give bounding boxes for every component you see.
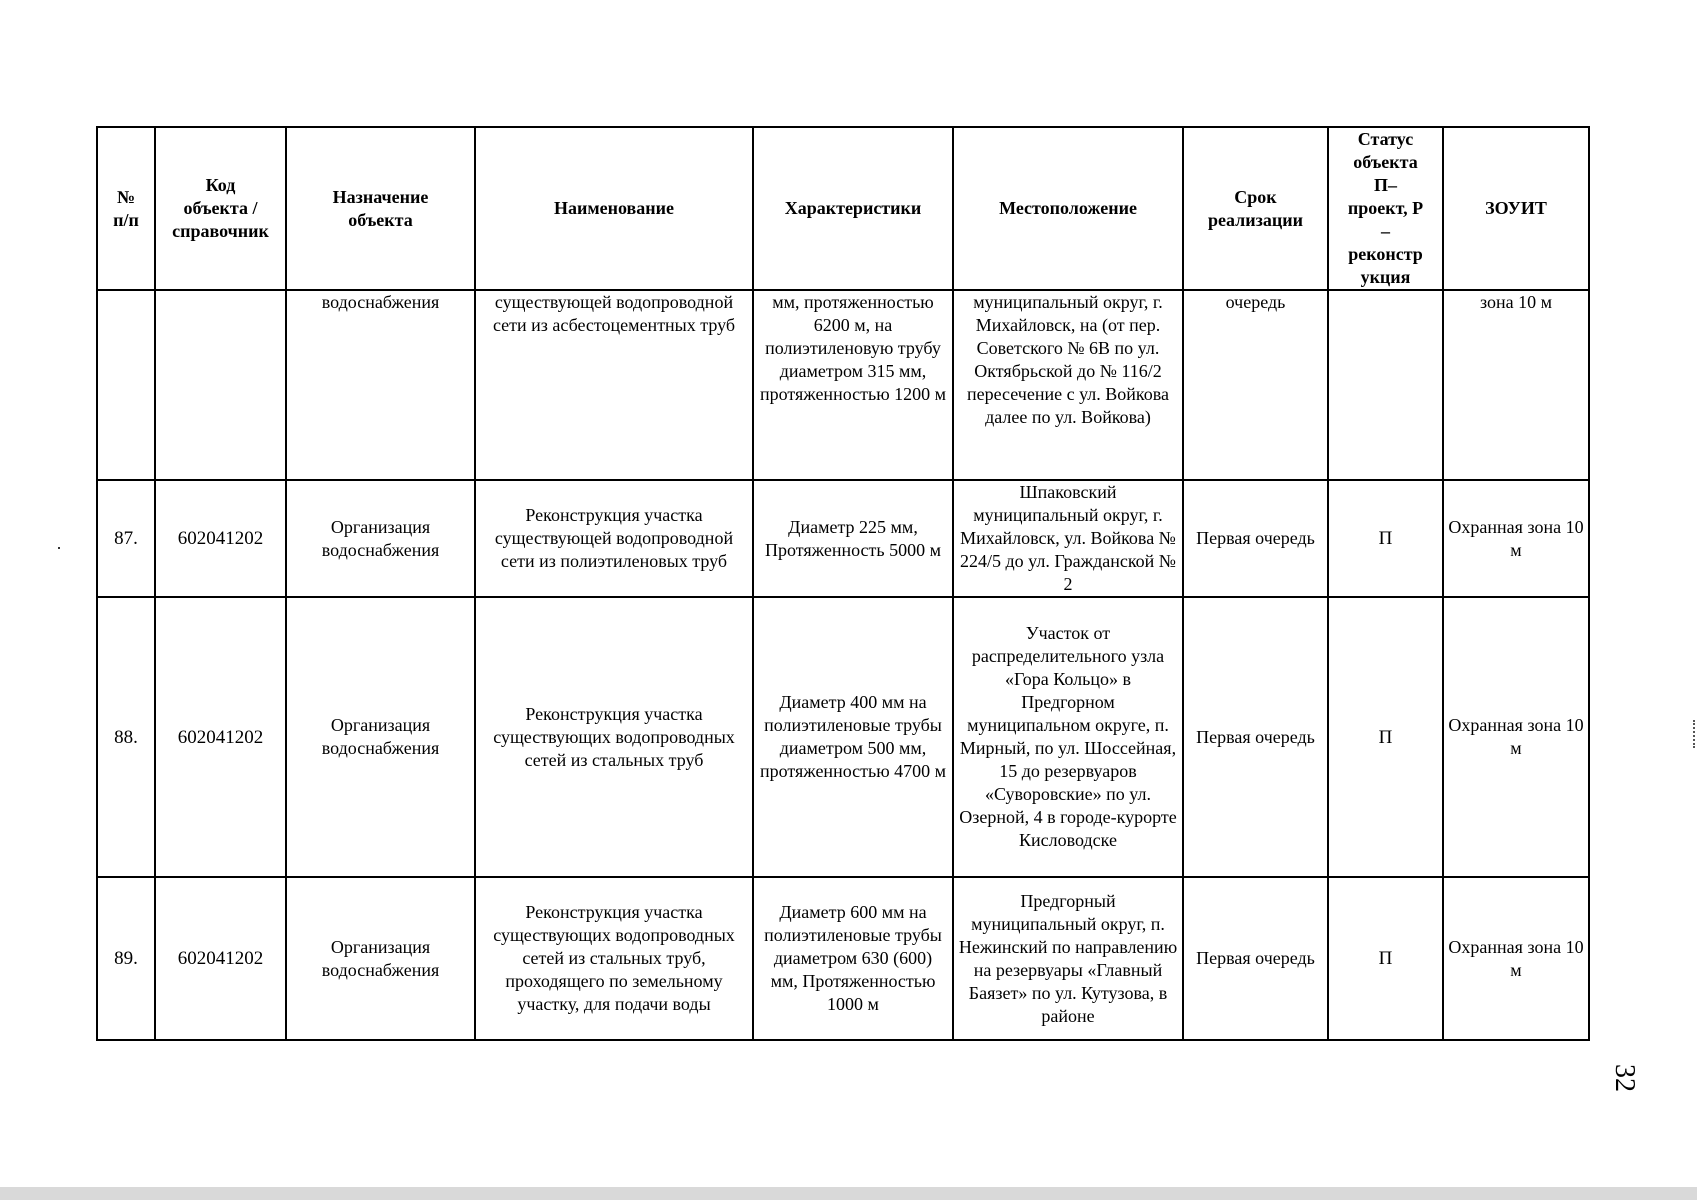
cell-zone: Охранная зона 10 м (1443, 877, 1589, 1040)
scan-edge-mark (1693, 720, 1697, 748)
cell-zone: зона 10 м (1443, 290, 1589, 480)
cell-num: 89. (97, 877, 155, 1040)
table-header-row (97, 127, 1589, 290)
cell-num: 88. (97, 597, 155, 877)
cell-zone: Охранная зона 10 м (1443, 480, 1589, 597)
cell-term: Первая очередь (1183, 597, 1328, 877)
cell-code: 602041202 (155, 480, 286, 597)
header-code: Код объекта / справочник (155, 127, 286, 290)
objects-table (96, 126, 1590, 1041)
cell-purpose: Организация водоснабжения (286, 877, 475, 1040)
cell-zone: Охранная зона 10 м (1443, 597, 1589, 877)
header-characteristics: Характеристики (753, 127, 953, 290)
cell-name: существующей водопроводной сети из асбестоцементных труб (475, 290, 753, 480)
header-name: Наименование (475, 127, 753, 290)
cell-characteristics: Диаметр 600 мм на полиэтиленовые трубы диаметром 630 (600) мм, Протяженностью 1000 м (753, 877, 953, 1040)
table-row (97, 597, 1589, 877)
cell-code: 602041202 (155, 597, 286, 877)
cell-location: муниципальный округ, г. Михайловск, на (от пер. Советского № 6В по ул. Октябрьской до № 116/2 пересечение с ул. Войкова далее по ул. Войкова) (953, 290, 1183, 480)
cell-status (1328, 290, 1443, 480)
table-row (97, 877, 1589, 1040)
cell-status: П (1328, 480, 1443, 597)
header-location: Местоположение (953, 127, 1183, 290)
cell-num (97, 290, 155, 480)
cell-name: Реконструкция участка существующей водопроводной сети из полиэтиленовых труб (475, 480, 753, 597)
cell-location: Участок от распределительного узла «Гора Кольцо» в Предгорном муниципальном округе, п. Мирный, по ул. Шоссейная, 15 до резервуаров «Суворовские» по ул. Озерной, 4 в городе-курорте Кисловодске (953, 597, 1183, 877)
cell-characteristics: мм, протяженностью 6200 м, на полиэтиленовую трубу диаметром 315 мм, протяженностью 1200 м (753, 290, 953, 480)
table-row (97, 480, 1589, 597)
page-number: 32 (1609, 1064, 1640, 1092)
cell-location: Шпаковский муниципальный округ, г. Михайловск, ул. Войкова № 224/5 до ул. Гражданской № 2 (953, 480, 1183, 597)
cell-code (155, 290, 286, 480)
header-num: № п/п (97, 127, 155, 290)
cell-name: Реконструкция участка существующих водопроводных сетей из стальных труб, проходящего по земельному участку, для подачи воды (475, 877, 753, 1040)
header-zone: ЗОУИТ (1443, 127, 1589, 290)
cell-characteristics: Диаметр 225 мм, Протяженность 5000 м (753, 480, 953, 597)
header-status: Статус объекта П– проект, Р – реконстр укция (1328, 127, 1443, 290)
cell-characteristics: Диаметр 400 мм на полиэтиленовые трубы диаметром 500 мм, протяженностью 4700 м (753, 597, 953, 877)
header-term: Срок реализации (1183, 127, 1328, 290)
cell-purpose: Организация водоснабжения (286, 480, 475, 597)
cell-purpose: водоснабжения (286, 290, 475, 480)
cell-term: Первая очередь (1183, 877, 1328, 1040)
cell-num: 87. (97, 480, 155, 597)
scan-speck (58, 547, 60, 549)
cell-status: П (1328, 877, 1443, 1040)
table-row-continued (97, 290, 1589, 480)
cell-term: Первая очередь (1183, 480, 1328, 597)
cell-name: Реконструкция участка существующих водопроводных сетей из стальных труб (475, 597, 753, 877)
cell-purpose: Организация водоснабжения (286, 597, 475, 877)
cell-code: 602041202 (155, 877, 286, 1040)
header-purpose: Назначение объекта (286, 127, 475, 290)
cell-location: Предгорный муниципальный округ, п. Нежинский по направлению на резервуары «Главный Баязет» по ул. Кутузова, в районе (953, 877, 1183, 1040)
scan-bottom-edge (0, 1187, 1697, 1200)
cell-term: очередь (1183, 290, 1328, 480)
cell-status: П (1328, 597, 1443, 877)
